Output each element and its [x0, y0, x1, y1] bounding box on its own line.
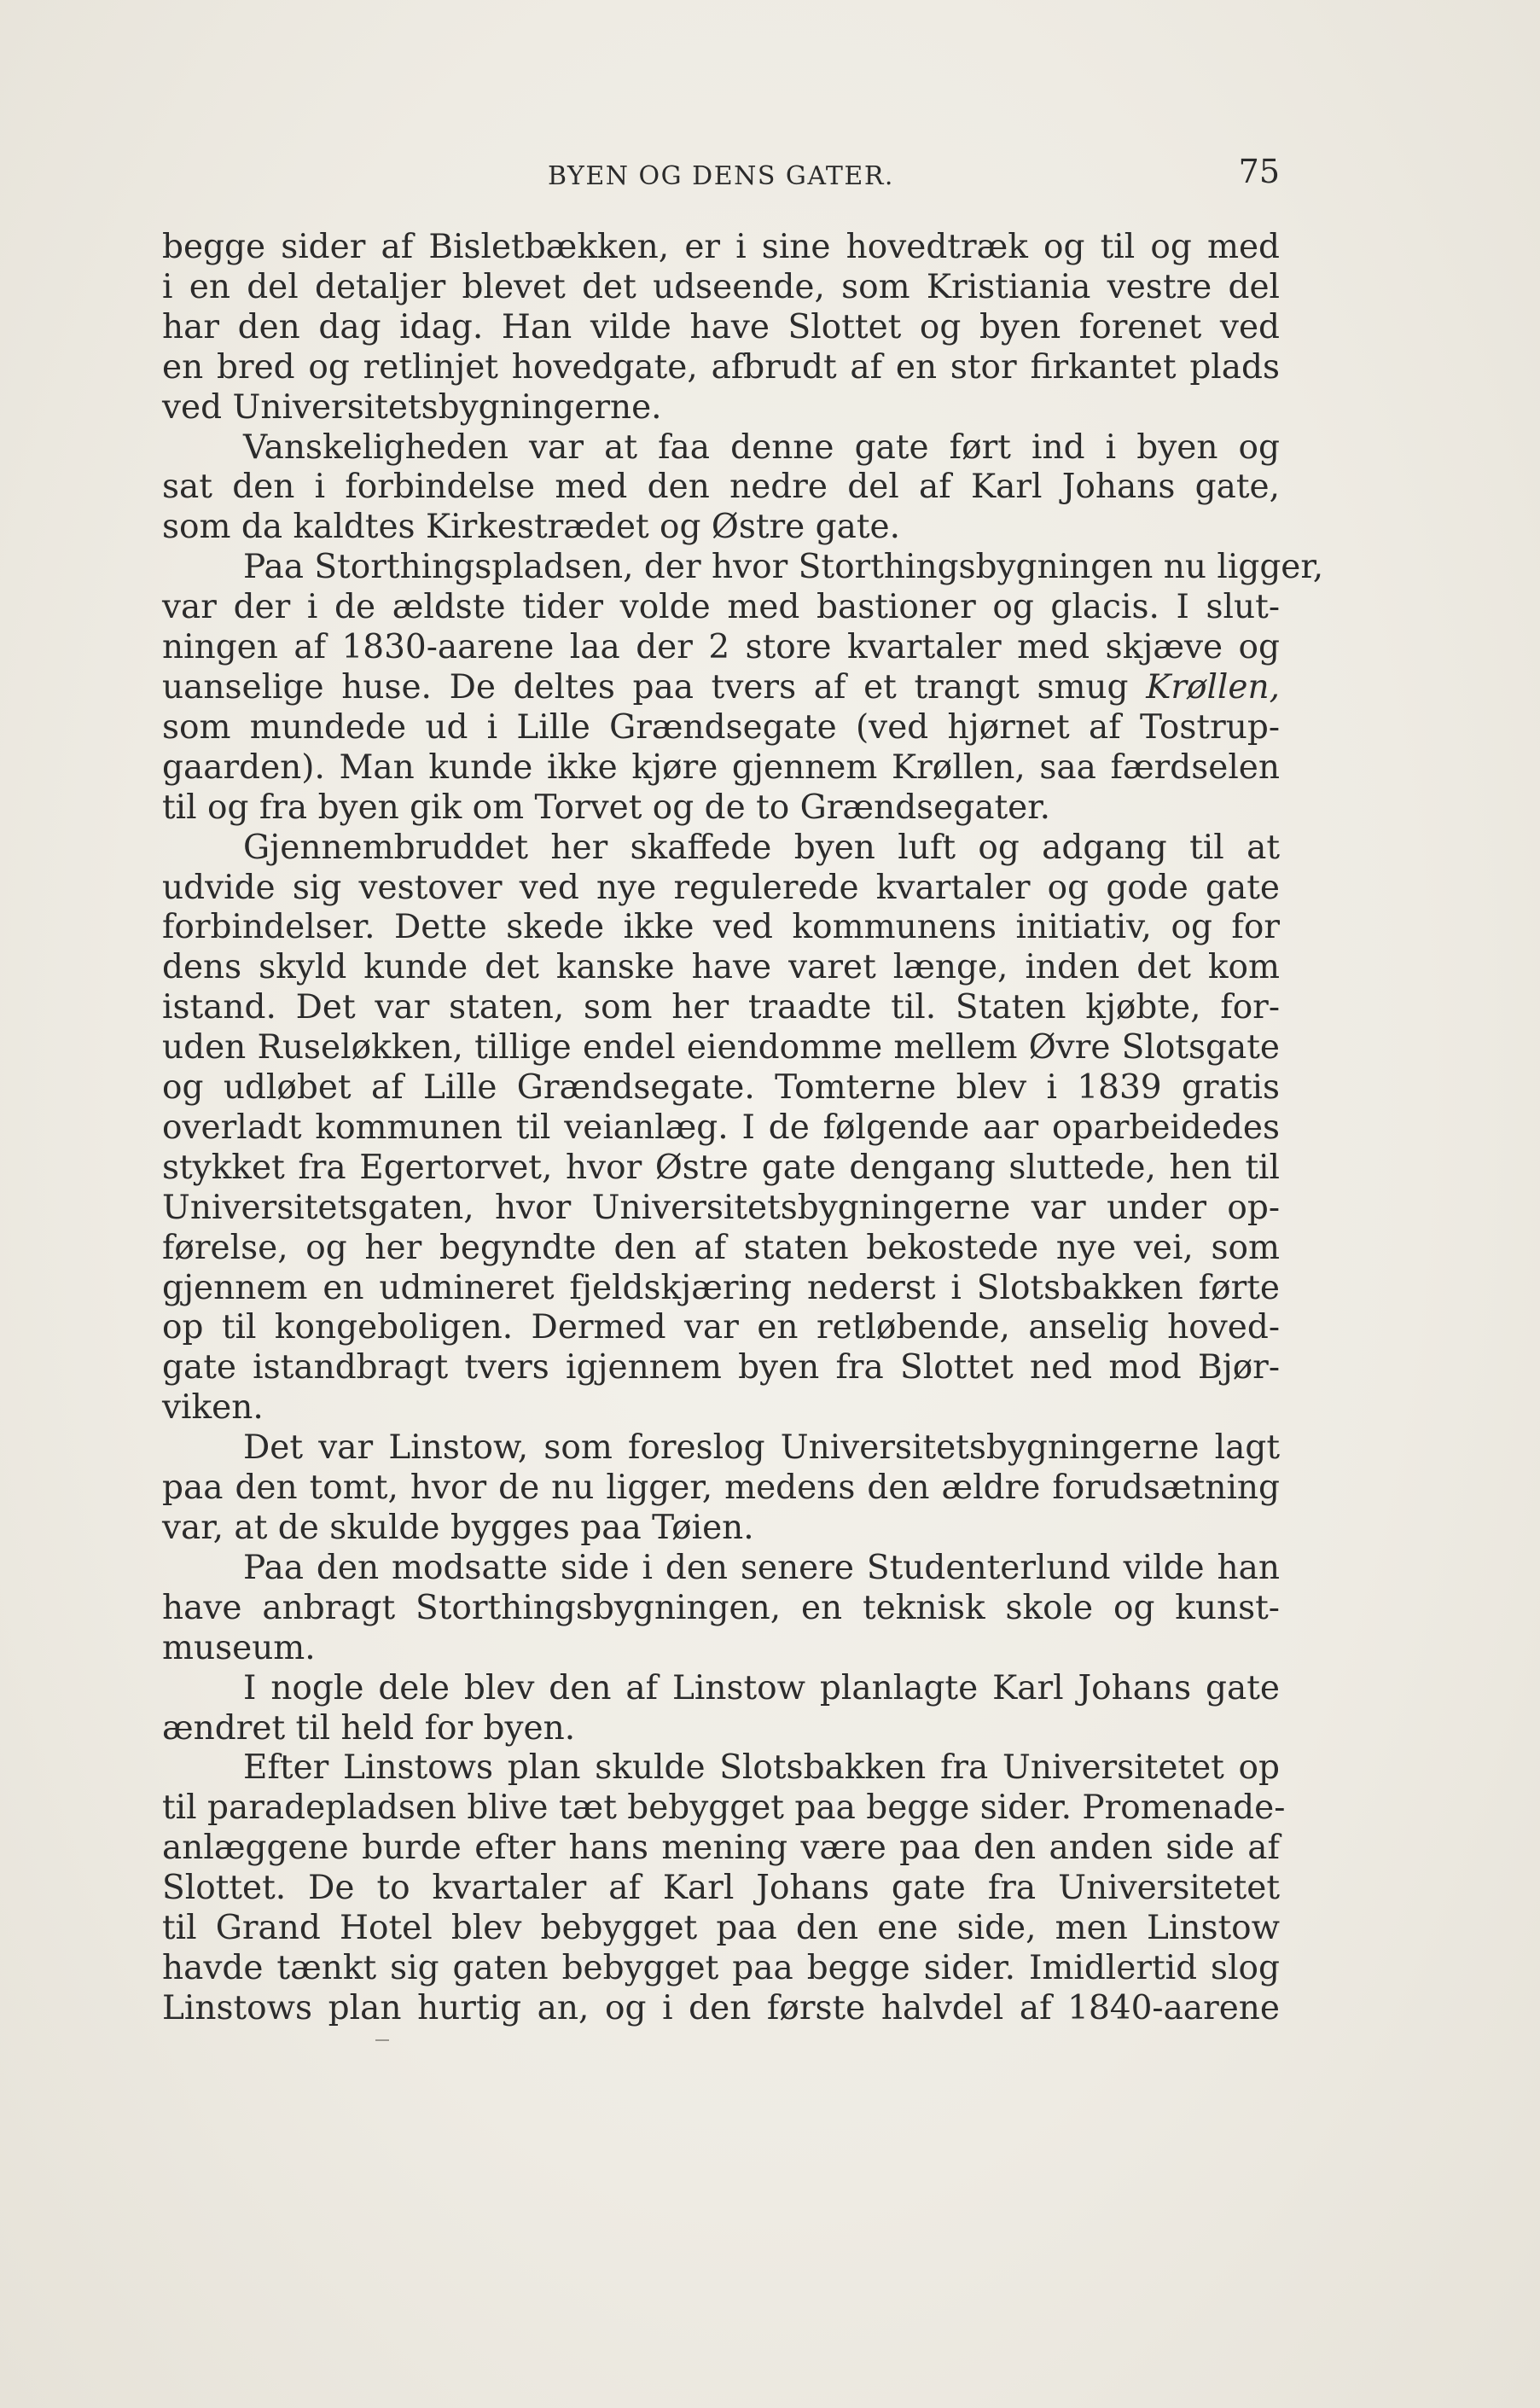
text-line: som mundede ud i Lille Grændsegate (ved hjørnet af Tostrup- [162, 707, 1280, 747]
text-line: var, at de skulde bygges paa Tøien. [162, 1509, 754, 1547]
text-line: til og fra byen gik om Torvet og de to Grændsegater. [162, 788, 1050, 827]
text-line: havde tænkt sig gaten bebygget paa begge sider. Imidlertid slog [162, 1948, 1280, 1987]
text-line: Linstows plan hurtig an, og i den første halvdel af 1840-aarene [162, 1988, 1280, 2027]
paragraph [162, 1428, 1280, 1549]
paragraph [162, 228, 1280, 428]
paragraph [162, 1549, 1280, 1669]
text-line: som da kaldtes Kirkestrædet og Østre gate. [162, 508, 901, 547]
text-line: Det var Linstow, som foreslog Universitetsbygningerne lagt [243, 1428, 1280, 1468]
text-line: til Grand Hotel blev bebygget paa den ene side, men Linstow [162, 1909, 1280, 1948]
text-line: til paradepladsen blive tæt bebygget paa begge sider. Promenade- [162, 1789, 1286, 1828]
text-line: sat den i forbindelse med den nedre del af Karl Johans gate, [162, 468, 1280, 507]
text-line: førelse, og her begyndte den af staten bekostede nye vei, som [162, 1228, 1280, 1267]
text-line: har den dag idag. Han vilde have Slottet og byen forenet ved [162, 307, 1280, 346]
text-line [162, 668, 1280, 708]
paragraph [162, 1748, 1286, 2028]
text-line: og udløbet af Lille Grændsegate. Tomterne blev i 1839 gratis [162, 1068, 1280, 1108]
page-number: 75 [1238, 153, 1280, 190]
text-line: Slottet. De to kvartaler af Karl Johans gate fra Universitetet [162, 1869, 1280, 1908]
text-line: museum. [162, 1628, 316, 1667]
paragraph [162, 548, 1324, 828]
text-line: i en del detaljer blevet det udseende, som Kristiania vestre del [162, 267, 1280, 306]
text-line: begge sider af Bisletbækken, er i sine hovedtræk og til og med [162, 228, 1280, 266]
text-line: Gjennembruddet her skaffede byen luft og adgang til at [243, 828, 1280, 867]
text-line: I nogle dele blev den af Linstow planlagte Karl Johans gate [243, 1668, 1280, 1707]
text-line: ved Universitetsbygningerne. [162, 387, 662, 427]
text-line: overladt kommunen til veianlæg. I de følgende aar oparbeidedes [162, 1108, 1280, 1147]
text-line: udvide sig vestover ved nye regulerede kvartaler og gode gate [162, 868, 1280, 907]
text-line: en bred og retlinjet hovedgate, afbrudt af en stor firkantet plads [162, 347, 1280, 387]
text-line: istand. Det var staten, som her traadte til. Staten kjøbte, for- [162, 988, 1280, 1027]
text-line: gate istandbragt tvers igjennem byen fra Slottet ned mod Bjør- [162, 1348, 1280, 1387]
text-line: Vanskeligheden var at faa denne gate ført ind i byen og [243, 428, 1280, 467]
text-line: ningen af 1830-aarene laa der 2 store kvartaler med skjæve og [162, 628, 1280, 667]
text-line: stykket fra Egertorvet, hvor Østre gate dengang sluttede, hen til [162, 1148, 1280, 1187]
text-line: Efter Linstows plan skulde Slotsbakken fra Universitetet op [243, 1748, 1280, 1788]
text-line: gaarden). Man kunde ikke kjøre gjennem Krøllen, saa færdselen [162, 747, 1280, 787]
italic-term: Krøllen, [1146, 667, 1280, 707]
running-title: BYEN OG DENS GATER. [548, 161, 894, 191]
text-line: forbindelser. Dette skede ikke ved kommunens initiativ, og for [162, 908, 1280, 947]
text-line: var der i de ældste tider volde med bastioner og glacis. I slut- [162, 588, 1280, 627]
text-line: op til kongeboligen. Dermed var en retløbende, anselig hoved- [162, 1308, 1280, 1347]
text-line: Paa Storthingspladsen, der hvor Storthingsbygningen nu ligger, [243, 548, 1324, 587]
text-line: Universitetsgaten, hvor Universitetsbygningerne var under op- [162, 1188, 1280, 1227]
text-line: ændret til held for byen. [162, 1708, 576, 1748]
text-line: uden Ruseløkken, tillige endel eiendomme mellem Øvre Slotsgate [162, 1028, 1280, 1067]
text-line: have anbragt Storthingsbygningen, en teknisk skole og kunst- [162, 1588, 1280, 1627]
page-header [162, 155, 1280, 198]
text-line: anlæggene burde efter hans mening være paa den anden side af [162, 1829, 1280, 1868]
paragraph [162, 1669, 1280, 1749]
text-line: gjennem en udmineret fjeldskjæring nederst i Slotsbakken førte [162, 1268, 1280, 1307]
paragraph [162, 428, 1280, 549]
text-line-part: uanselige huse. De deltes paa tvers af et trangt smug [162, 667, 1129, 707]
text-line: paa den tomt, hvor de nu ligger, medens den ældre forudsætning [162, 1469, 1280, 1508]
print-mark [375, 2039, 389, 2041]
text-line: viken. [162, 1388, 264, 1428]
paragraph [162, 829, 1280, 1429]
text-line: dens skyld kunde det kanske have varet længe, inden det kom [162, 948, 1280, 987]
text-line: Paa den modsatte side i den senere Studenterlund vilde han [243, 1548, 1280, 1587]
body-text [162, 228, 1324, 2029]
